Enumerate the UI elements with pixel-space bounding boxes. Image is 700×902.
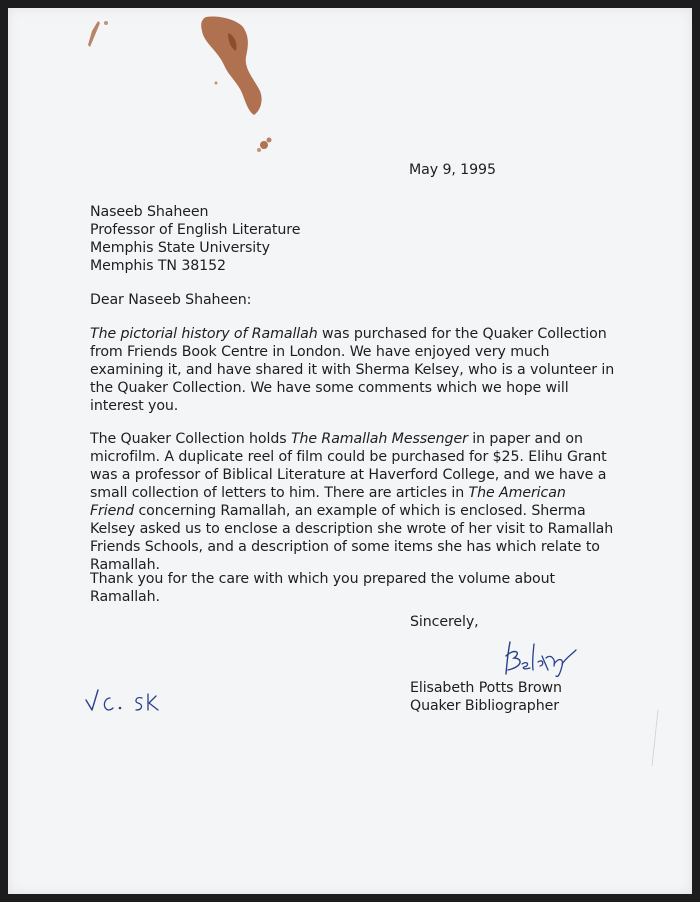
recipient-city: Memphis TN 38152: [90, 258, 226, 274]
paragraph-2-line-3: was a professor of Biblical Literature at Haverford College, and we have a: [90, 467, 607, 483]
paragraph-1-line-4: the Quaker Collection. We have some comments which we hope will: [90, 380, 569, 396]
paragraph-2-line-8: Ramallah.: [90, 557, 160, 573]
signer-name: Elisabeth Potts Brown: [410, 680, 562, 696]
paragraph-2-line-6: Kelsey asked us to enclose a description she wrote of her visit to Ramallah: [90, 521, 614, 537]
paragraph-2-line-7: Friends Schools, and a description of some items she has which relate to: [90, 539, 600, 555]
recipient-name: Naseeb Shaheen: [90, 204, 209, 220]
paragraph-2-line-2: microfilm. A duplicate reel of film could be purchased for $25. Elihu Grant: [90, 449, 607, 465]
paragraph-2-line-5: Friend concerning Ramallah, an example of which is enclosed. Sherma: [90, 503, 586, 519]
paragraph-3-line-1: Thank you for the care with which you prepared the volume about: [90, 571, 555, 587]
salutation: Dear Naseeb Shaheen:: [90, 292, 252, 308]
letter-page: [8, 8, 692, 894]
signature: [500, 636, 580, 678]
signer-title: Quaker Bibliographer: [410, 698, 559, 714]
periodical-title: The Ramallah Messenger: [290, 431, 468, 447]
handwritten-annotation: [84, 686, 168, 718]
paragraph-3-line-2: Ramallah.: [90, 589, 160, 605]
paragraph-1-line-2: from Friends Book Centre in London. We have enjoyed very much: [90, 344, 550, 360]
paragraph-1-line-1: The pictorial history of Ramallah was purchased for the Quaker Collection: [90, 326, 607, 342]
paragraph-1-line-3: examining it, and have shared it with Sherma Kelsey, who is a volunteer in: [90, 362, 615, 378]
paragraph-2-line-1: The Quaker Collection holds The Ramallah Messenger in paper and on: [90, 431, 583, 447]
margin-mark: [648, 708, 662, 768]
recipient-institution: Memphis State University: [90, 240, 270, 256]
paragraph-1-line-5: interest you.: [90, 398, 179, 414]
paragraph-2-line-4: small collection of letters to him. There are articles in The American: [90, 485, 566, 501]
periodical-title: Friend: [90, 503, 135, 519]
periodical-title: The American: [468, 485, 566, 501]
letter-date: May 9, 1995: [409, 162, 496, 178]
recipient-title: Professor of English Literature: [90, 222, 301, 238]
book-title: The pictorial history of Ramallah: [90, 326, 318, 342]
closing: Sincerely,: [410, 614, 479, 630]
rust-stain: [78, 13, 288, 163]
